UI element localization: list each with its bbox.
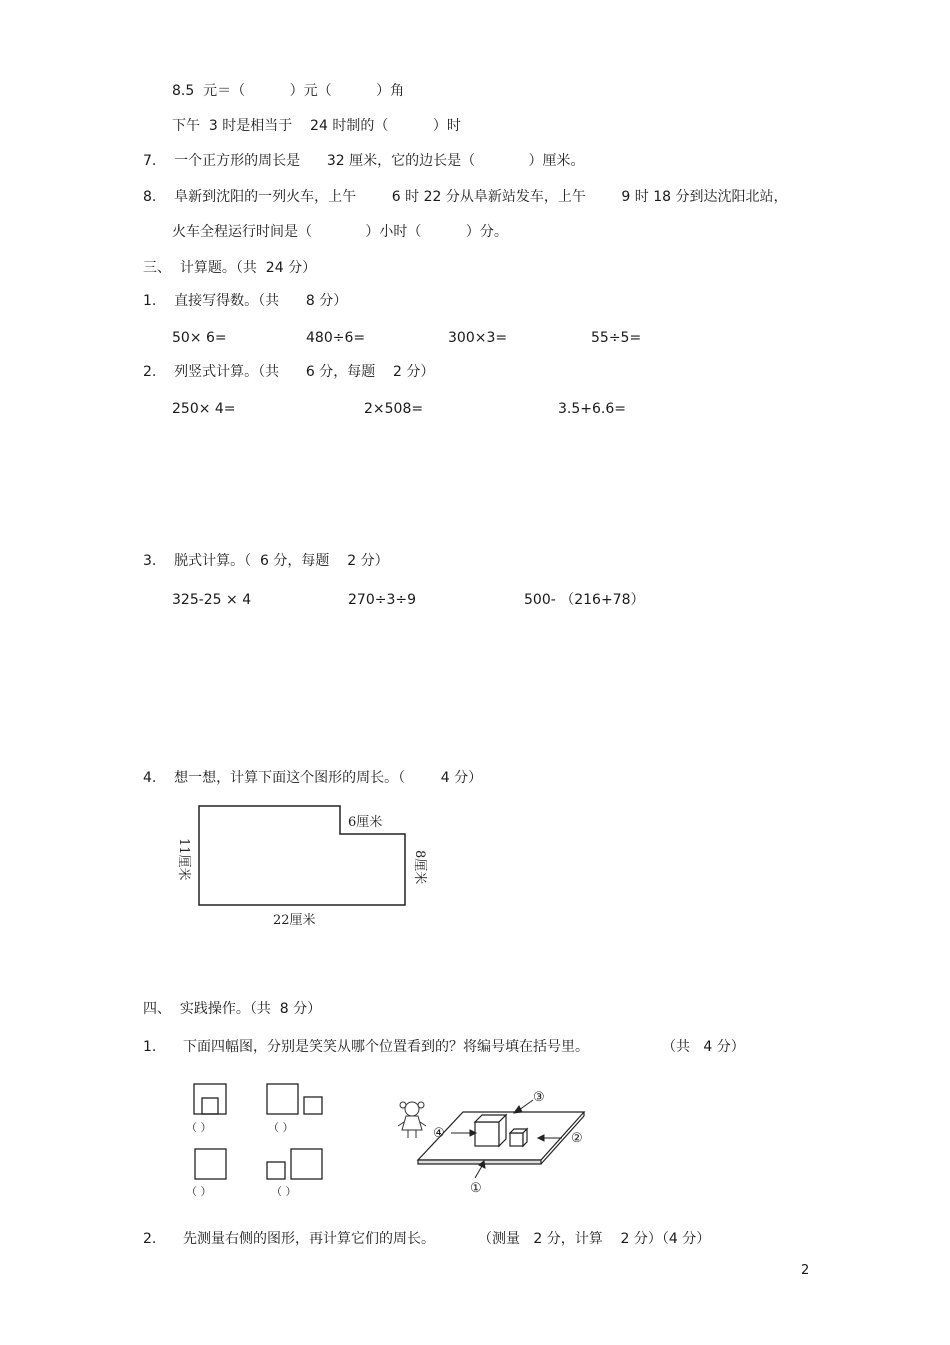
calc-2b: 2×508=	[364, 401, 424, 417]
view-a	[186, 1084, 226, 1134]
calc-3c: 500- （216+78）	[524, 592, 645, 608]
girl-icon	[398, 1102, 426, 1138]
calc-3b: 270÷3÷9	[348, 592, 416, 608]
question-8-continued: 火车全程运行时间是（ ）小时（ ）分。	[172, 224, 508, 240]
calc-1d: 55÷5=	[591, 330, 642, 346]
section-3-heading: 三、 计算题。（共 24 分）	[143, 260, 317, 276]
question-3-4: 4. 想一想，计算下面这个图形的周长。（ 4 分）	[143, 770, 483, 786]
marker-4: ④	[433, 1126, 445, 1141]
line-24-hour-time: 下午 3 时是相当于 24 时制的（ ）时	[172, 118, 461, 134]
question-4-1-points: （共 4 分）	[662, 1039, 745, 1055]
question-7: 7. 一个正方形的周长是 32 厘米，它的边长是（ ）厘米。	[143, 153, 585, 169]
page-number: 2	[801, 1263, 810, 1278]
question-4-2-points: （测量 2 分，计算 2 分）（4 分）	[478, 1231, 711, 1247]
view-c	[186, 1149, 226, 1198]
blank-c: （ ）	[186, 1185, 212, 1198]
calc-2a: 250× 4=	[172, 401, 236, 417]
calc-2c: 3.5+6.6=	[558, 401, 626, 417]
label-22cm: 22厘米	[273, 913, 316, 928]
line-money-conversion: 8.5 元＝（ ）元（ ）角	[172, 83, 405, 99]
calc-1c: 300×3=	[448, 330, 508, 346]
blank-d: （ ）	[271, 1185, 297, 1198]
blank-b: （ ）	[268, 1121, 294, 1134]
question-8: 8. 阜新到沈阳的一列火车，上午 6 时 22 分从阜新站发车，上午 9 时 18 分到达沈阳北站，	[143, 189, 788, 205]
marker-3: ③	[533, 1090, 545, 1105]
question-4-1: 1. 下面四幅图，分别是笑笑从哪个位置看到的？将编号填在括号里。	[143, 1039, 590, 1055]
question-3-2: 2. 列竖式计算。（共 6 分，每题 2 分）	[143, 364, 435, 380]
label-8cm: 8厘米	[412, 850, 427, 885]
perimeter-figure	[170, 800, 430, 935]
view-d	[267, 1149, 322, 1198]
question-3-1: 1. 直接写得数。（共 8 分）	[143, 293, 348, 309]
section-4-heading: 四、 实践操作。（共 8 分）	[143, 1001, 322, 1017]
calc-3a: 325-25 × 4	[172, 592, 252, 608]
marker-1: ①	[470, 1181, 482, 1196]
question-3-3: 3. 脱式计算。（ 6 分，每题 2 分）	[143, 553, 389, 569]
blank-a: （ ）	[186, 1121, 212, 1134]
calc-1a: 50× 6=	[172, 330, 227, 346]
view-b	[267, 1084, 322, 1134]
label-11cm: 11厘米	[176, 838, 191, 881]
marker-2: ②	[571, 1131, 583, 1146]
views-figure	[180, 1078, 600, 1203]
big-cube	[475, 1115, 506, 1146]
question-4-2: 2. 先测量右侧的图形，再计算它们的周长。	[143, 1231, 436, 1247]
calc-1b: 480÷6=	[306, 330, 366, 346]
label-6cm: 6厘米	[348, 815, 383, 830]
small-cube	[510, 1129, 527, 1146]
